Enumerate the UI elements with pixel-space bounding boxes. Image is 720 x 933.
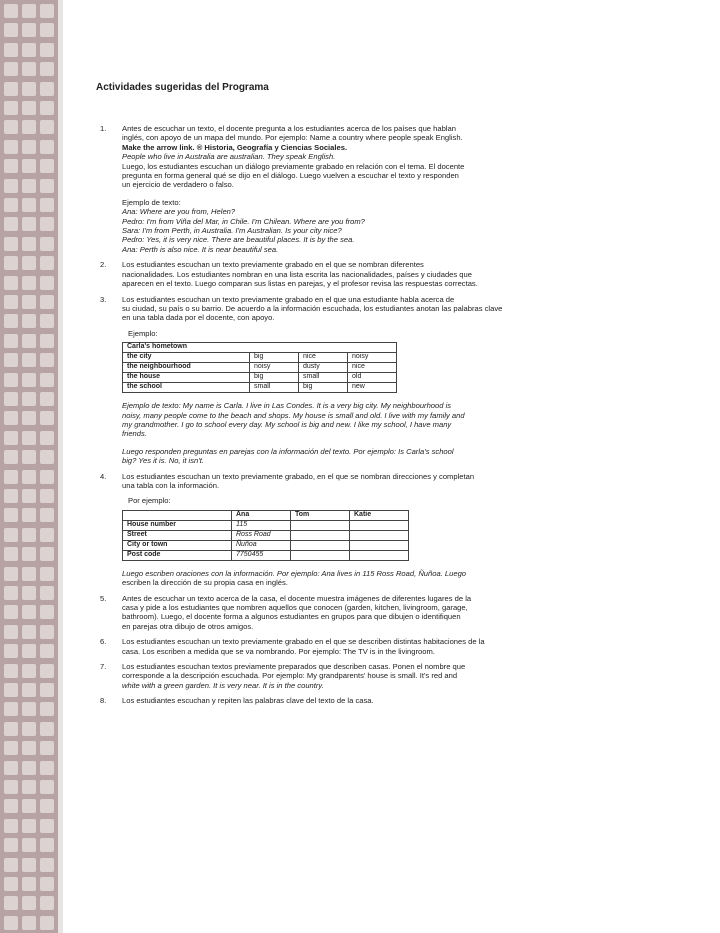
item-line: Los estudiantes escuchan textos previamente preparados que describen casas. Ponen el nombre que bbox=[122, 662, 466, 672]
border-square bbox=[4, 276, 18, 290]
table-cell: the neighbourhood bbox=[123, 363, 250, 373]
border-square bbox=[22, 683, 36, 697]
item-line: inglés, con apoyo de un mapa del mundo. Por ejemplo: Name a country where people speak English. bbox=[122, 133, 463, 143]
border-square bbox=[40, 179, 54, 193]
border-square bbox=[22, 547, 36, 561]
border-square bbox=[22, 62, 36, 76]
border-square bbox=[4, 528, 18, 542]
border-square bbox=[22, 799, 36, 813]
activity-item-6 bbox=[96, 637, 626, 656]
item-line: una tabla con la información. bbox=[122, 480, 220, 490]
border-square bbox=[4, 741, 18, 755]
border-square bbox=[22, 276, 36, 290]
border-square bbox=[40, 586, 54, 600]
border-square bbox=[4, 392, 18, 406]
border-square bbox=[4, 683, 18, 697]
item-number: 6. bbox=[100, 637, 107, 647]
item-line: friends. bbox=[122, 429, 147, 439]
item-line: big? Yes it is. No, it isn't. bbox=[122, 456, 204, 466]
table-cell bbox=[291, 530, 350, 540]
border-square bbox=[4, 799, 18, 813]
item-number: 2. bbox=[100, 260, 107, 270]
item-line: corresponde a la descripción escuchada. Por ejemplo: My grandparents' house is small. It's red and bbox=[122, 671, 458, 681]
border-square bbox=[22, 605, 36, 619]
border-square bbox=[40, 470, 54, 484]
border-square bbox=[40, 256, 54, 270]
border-square bbox=[4, 217, 18, 231]
border-square bbox=[4, 819, 18, 833]
border-square bbox=[4, 702, 18, 716]
table-cell: nice bbox=[348, 363, 397, 373]
item-line: Antes de escuchar un texto, el docente pregunta a los estudiantes acerca de los países que hablan bbox=[122, 124, 456, 133]
border-square bbox=[22, 237, 36, 251]
border-square bbox=[4, 780, 18, 794]
example-label: Por ejemplo: bbox=[128, 496, 171, 506]
table-cell: noisy bbox=[250, 363, 299, 373]
border-square bbox=[4, 353, 18, 367]
border-square bbox=[4, 237, 18, 251]
hometown-table bbox=[122, 342, 397, 393]
border-square bbox=[22, 392, 36, 406]
item-line: nacionalidades. Los estudiantes nombran en una lista escrita las nacionalidades, países y ciudades que bbox=[122, 269, 472, 279]
border-square bbox=[4, 334, 18, 348]
activity-item-5 bbox=[96, 594, 626, 632]
border-square bbox=[40, 605, 54, 619]
border-square bbox=[4, 314, 18, 328]
border-square bbox=[22, 528, 36, 542]
table-cell bbox=[350, 550, 409, 560]
border-square bbox=[40, 702, 54, 716]
table-cell bbox=[123, 510, 232, 520]
border-square bbox=[40, 314, 54, 328]
border-square bbox=[22, 838, 36, 852]
table-cell: City or town bbox=[123, 540, 232, 550]
example-line: Pedro: Yes, it is very nice. There are beautiful places. It is by the sea. bbox=[122, 235, 355, 245]
border-square bbox=[22, 43, 36, 57]
item-line: People who live in Australia are australian. They speak English. bbox=[122, 152, 336, 162]
border-square bbox=[22, 334, 36, 348]
border-square bbox=[22, 431, 36, 445]
border-square bbox=[22, 140, 36, 154]
item-line: Make the arrow link. ® Historia, Geografía y Ciencias Sociales. bbox=[122, 142, 348, 152]
example-label: Ejemplo: bbox=[128, 328, 158, 338]
table-cell: Ross Road bbox=[232, 530, 291, 540]
border-square bbox=[4, 916, 18, 930]
table-cell bbox=[350, 520, 409, 530]
item-line: white with a green garden. It is very near. It is in the country. bbox=[122, 680, 324, 690]
item-line: en parejas otra dibujo de otros amigos. bbox=[122, 621, 254, 631]
border-square bbox=[4, 450, 18, 464]
example-label: Ejemplo de texto: bbox=[122, 197, 181, 207]
table-cell bbox=[291, 540, 350, 550]
border-square bbox=[22, 858, 36, 872]
border-square bbox=[4, 101, 18, 115]
example-line: Pedro: I'm from Viña del Mar, in Chile. I'm Chilean. Where are you from? bbox=[122, 216, 365, 226]
border-square bbox=[4, 43, 18, 57]
border-square bbox=[4, 198, 18, 212]
item-line: Los estudiantes escuchan un texto previamente grabado en el que una estudiante habla acerca de bbox=[122, 294, 455, 304]
border-square bbox=[40, 43, 54, 57]
border-square bbox=[4, 373, 18, 387]
item-line: Los estudiantes escuchan un texto previamente grabado en el que se describen distintas habitaciones de la bbox=[122, 637, 485, 647]
page-edge-shadow bbox=[58, 0, 63, 933]
table-header-row bbox=[123, 510, 409, 520]
border-square bbox=[40, 4, 54, 18]
border-square bbox=[22, 702, 36, 716]
border-square bbox=[22, 780, 36, 794]
table-cell: big bbox=[250, 353, 299, 363]
table-row bbox=[123, 383, 397, 393]
item-line: casa y pide a los estudiantes que nombren aquellos que conocen (garden, kitchen, livingroom, garage, bbox=[122, 603, 468, 612]
border-square bbox=[40, 334, 54, 348]
item-line: en una tabla dada por el docente, con apoyo. bbox=[122, 313, 275, 323]
item-line: noisy, many people come to the beach and shops. My house is small and old. I live with my family and bbox=[122, 410, 465, 420]
border-square bbox=[40, 82, 54, 96]
table-cell bbox=[350, 530, 409, 540]
border-square bbox=[40, 120, 54, 134]
table-cell: the city bbox=[123, 353, 250, 363]
border-square bbox=[40, 858, 54, 872]
table-cell: dusty bbox=[299, 363, 348, 373]
table-cell: old bbox=[348, 373, 397, 383]
border-square bbox=[40, 159, 54, 173]
border-square bbox=[40, 373, 54, 387]
border-square bbox=[40, 140, 54, 154]
table-cell: nice bbox=[299, 353, 348, 363]
table-cell: Katie bbox=[350, 510, 409, 520]
border-square bbox=[4, 664, 18, 678]
border-square bbox=[40, 838, 54, 852]
table-cell bbox=[350, 540, 409, 550]
border-square bbox=[4, 547, 18, 561]
item-line: aparecen en el texto. Luego comparan sus listas en parejas, y el profesor revisa las respuestas correctas. bbox=[122, 279, 478, 289]
border-square bbox=[40, 625, 54, 639]
item-number: 7. bbox=[100, 662, 107, 672]
border-square bbox=[22, 82, 36, 96]
border-square bbox=[4, 644, 18, 658]
border-square bbox=[22, 741, 36, 755]
border-square bbox=[22, 508, 36, 522]
border-square bbox=[4, 470, 18, 484]
border-square bbox=[22, 411, 36, 425]
border-square bbox=[4, 431, 18, 445]
border-square bbox=[40, 489, 54, 503]
border-square bbox=[4, 567, 18, 581]
table-row bbox=[123, 540, 409, 550]
border-square bbox=[22, 256, 36, 270]
item-line: Los estudiantes escuchan un texto previamente grabado, en el que se nombran direcciones y completan bbox=[122, 471, 475, 481]
activity-item-7 bbox=[96, 662, 626, 690]
border-square bbox=[22, 159, 36, 173]
border-square bbox=[4, 120, 18, 134]
table-cell: Street bbox=[123, 530, 232, 540]
border-square bbox=[22, 586, 36, 600]
border-square bbox=[22, 353, 36, 367]
border-square bbox=[40, 276, 54, 290]
activity-item-1 bbox=[96, 124, 626, 254]
border-square bbox=[4, 489, 18, 503]
table-cell: Ñuñoa bbox=[232, 540, 291, 550]
table-row bbox=[123, 363, 397, 373]
activity-item-3 bbox=[96, 295, 626, 466]
border-square bbox=[22, 664, 36, 678]
item-number: 3. bbox=[100, 294, 107, 304]
border-square bbox=[40, 237, 54, 251]
table-cell: Tom bbox=[291, 510, 350, 520]
border-square bbox=[40, 23, 54, 37]
table-row bbox=[123, 373, 397, 383]
border-square bbox=[4, 605, 18, 619]
border-square bbox=[22, 295, 36, 309]
item-line: Los estudiantes escuchan y repiten las palabras clave del texto de la casa. bbox=[122, 696, 374, 706]
border-square bbox=[40, 217, 54, 231]
border-square bbox=[22, 567, 36, 581]
activity-item-2 bbox=[96, 260, 626, 288]
border-square bbox=[40, 916, 54, 930]
document-page bbox=[96, 82, 626, 712]
border-square bbox=[4, 858, 18, 872]
border-square bbox=[40, 101, 54, 115]
border-square bbox=[40, 567, 54, 581]
border-square bbox=[22, 450, 36, 464]
border-square bbox=[22, 819, 36, 833]
border-square bbox=[40, 664, 54, 678]
item-line: su ciudad, su país o su barrio. De acuerdo a la información escuchada, los estudiantes anotan las palabras clave bbox=[122, 303, 503, 313]
border-square bbox=[40, 799, 54, 813]
table-row bbox=[123, 550, 409, 560]
border-square bbox=[40, 198, 54, 212]
border-square bbox=[4, 508, 18, 522]
table-row bbox=[123, 520, 409, 530]
table-row bbox=[123, 353, 397, 363]
border-square bbox=[4, 23, 18, 37]
border-square bbox=[40, 62, 54, 76]
address-table bbox=[122, 510, 409, 561]
table-cell: 115 bbox=[232, 520, 291, 530]
border-square bbox=[22, 23, 36, 37]
table-cell: the house bbox=[123, 373, 250, 383]
border-square bbox=[4, 159, 18, 173]
border-square bbox=[40, 450, 54, 464]
border-square bbox=[40, 877, 54, 891]
border-square bbox=[4, 877, 18, 891]
table-cell: 7750455 bbox=[232, 550, 291, 560]
border-square bbox=[4, 82, 18, 96]
item-line: Ejemplo de texto: My name is Carla. I live in Las Condes. It is a very big city. My neighbourhood is bbox=[122, 401, 452, 411]
table-title: Carla's hometown bbox=[123, 343, 397, 353]
border-square bbox=[4, 411, 18, 425]
item-line: bathroom). Luego, el docente forma a algunos estudiantes en grupos para que dibujen o identifiquen bbox=[122, 612, 461, 622]
border-square bbox=[22, 179, 36, 193]
border-square bbox=[22, 896, 36, 910]
border-square bbox=[40, 683, 54, 697]
border-square bbox=[40, 392, 54, 406]
border-square bbox=[22, 489, 36, 503]
table-row bbox=[123, 530, 409, 540]
table-cell: small bbox=[299, 373, 348, 383]
border-square bbox=[40, 508, 54, 522]
example-line: Ana: Perth is also nice. It is near beautiful sea. bbox=[122, 244, 279, 254]
activity-item-8 bbox=[96, 696, 626, 705]
border-square bbox=[4, 295, 18, 309]
border-square bbox=[22, 101, 36, 115]
border-square bbox=[40, 547, 54, 561]
table-cell: Post code bbox=[123, 550, 232, 560]
border-square bbox=[4, 179, 18, 193]
activity-item-4 bbox=[96, 472, 626, 588]
table-cell bbox=[291, 520, 350, 530]
table-cell: big bbox=[250, 373, 299, 383]
table-cell: House number bbox=[123, 520, 232, 530]
table-cell: noisy bbox=[348, 353, 397, 363]
border-square bbox=[22, 916, 36, 930]
border-square bbox=[22, 217, 36, 231]
border-square bbox=[40, 431, 54, 445]
table-cell: new bbox=[348, 383, 397, 393]
border-square bbox=[22, 470, 36, 484]
item-line: Luego responden preguntas en parejas con la información del texto. Por ejemplo: Is Carla's school bbox=[122, 446, 454, 456]
border-square bbox=[22, 644, 36, 658]
item-line: pregunta en forma general qué se dijo en el diálogo. Luego vuelven a escuchar el texto y responden bbox=[122, 171, 459, 181]
border-square bbox=[40, 741, 54, 755]
border-square bbox=[22, 877, 36, 891]
border-square bbox=[40, 896, 54, 910]
border-square bbox=[40, 295, 54, 309]
example-line: Ana: Where are you from, Helen? bbox=[122, 207, 236, 217]
border-square bbox=[4, 140, 18, 154]
table-cell: small bbox=[250, 383, 299, 393]
item-line: casa. Los escriben a medida que se va nombrando. Por ejemplo: The TV is in the livingroom. bbox=[122, 646, 435, 656]
border-square bbox=[22, 722, 36, 736]
border-square bbox=[22, 373, 36, 387]
item-line: Luego escriben oraciones con la información. Por ejemplo: Ana lives in 115 Ross Road, Ñuñoa. Luego bbox=[122, 568, 467, 578]
table-cell bbox=[291, 550, 350, 560]
item-number: 8. bbox=[100, 696, 107, 706]
border-square bbox=[40, 722, 54, 736]
border-square bbox=[40, 353, 54, 367]
item-number: 4. bbox=[100, 471, 107, 481]
border-square bbox=[4, 586, 18, 600]
border-square bbox=[22, 198, 36, 212]
table-cell: the school bbox=[123, 383, 250, 393]
border-square bbox=[22, 314, 36, 328]
border-square bbox=[4, 625, 18, 639]
border-square bbox=[40, 644, 54, 658]
border-square bbox=[4, 838, 18, 852]
border-square bbox=[4, 256, 18, 270]
border-square bbox=[4, 4, 18, 18]
border-square bbox=[22, 625, 36, 639]
page-title: Actividades sugeridas del Programa bbox=[96, 82, 269, 93]
border-square bbox=[22, 120, 36, 134]
border-square bbox=[22, 761, 36, 775]
item-number: 5. bbox=[100, 593, 107, 603]
border-square bbox=[40, 411, 54, 425]
item-number: 1. bbox=[100, 124, 107, 133]
border-square bbox=[40, 528, 54, 542]
border-square bbox=[40, 819, 54, 833]
item-line: escriben la dirección de su propia casa en inglés. bbox=[122, 578, 288, 588]
table-cell: Ana bbox=[232, 510, 291, 520]
border-square bbox=[4, 722, 18, 736]
border-square bbox=[40, 761, 54, 775]
item-line: Los estudiantes escuchan un texto previamente grabado en el que se nombran diferentes bbox=[122, 260, 424, 270]
border-square bbox=[40, 780, 54, 794]
border-square bbox=[4, 896, 18, 910]
item-line: Luego, los estudiantes escuchan un diálogo previamente grabado en relación con el tema. El docente bbox=[122, 161, 465, 171]
item-line: my grandmother. I go to school every day. My school is big and new. I like my school, I have many bbox=[122, 419, 452, 429]
table-cell: big bbox=[299, 383, 348, 393]
item-line: Antes de escuchar un texto acerca de la casa, el docente muestra imágenes de diferentes lugares de la bbox=[122, 593, 472, 603]
border-square bbox=[4, 761, 18, 775]
border-square bbox=[4, 62, 18, 76]
decorative-page-border bbox=[0, 0, 58, 933]
border-square bbox=[22, 4, 36, 18]
item-line: un ejercicio de verdadero o falso. bbox=[122, 180, 234, 190]
example-line: Sara: I'm from Perth, in Australia. I'm Australian. Is your city nice? bbox=[122, 226, 342, 236]
